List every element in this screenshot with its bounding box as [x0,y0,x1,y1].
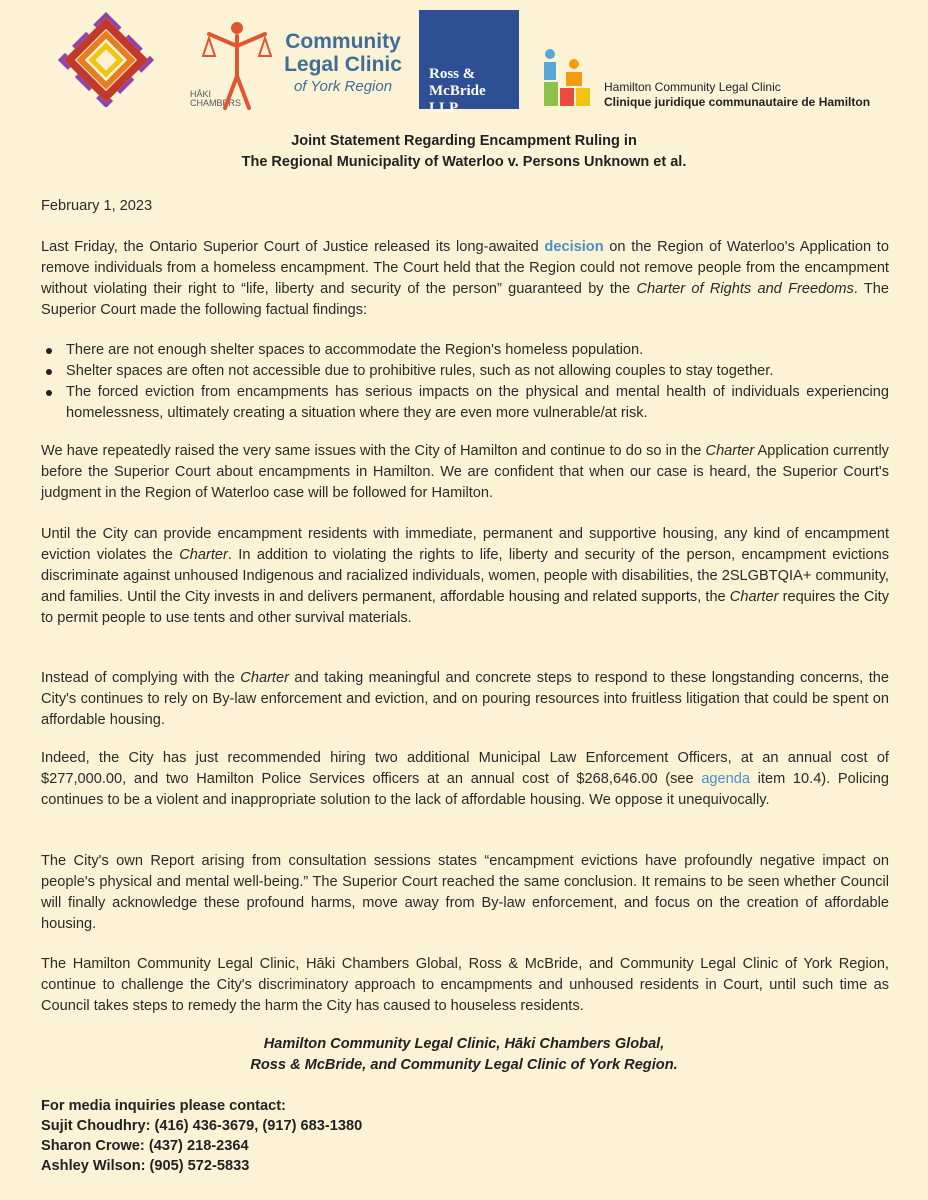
paragraph-decision: Last Friday, the Ontario Superior Court of Justice released its long-awaited decision on the Region of Waterloo's Application to remove individuals from a homeless encampment. The Court held that the Region could not remove people from the encampment without violating their right to “life, liberty and security of the person” guaranteed by the Charter of Rights and Freedoms. The Superior Court made the following factual findings: [41,239,889,318]
logo-banner [0,0,928,120]
media-contact: Sharon Crowe: (437) 218-2364 [41,1138,249,1154]
paragraph-continue-challenge: The Hamilton Community Legal Clinic, Hāki Chambers Global, Ross & McBride, and Community Legal Clinic of York Region, continue to challenge the City's discriminatory approach to encampments and unhoused residents in Court, until such time as Council takes steps to remedy the harm the City has caused to houseless residents. [41,956,889,1014]
media-contact: Ashley Wilson: (905) 572-5833 [41,1158,250,1174]
statement-date: February 1, 2023 [41,198,153,214]
statement-title-line2: The Regional Municipality of Waterloo v. Persons Unknown et al. [241,154,687,170]
paragraph-charter-violation: Until the City can provide encampment residents with immediate, permanent and supportive housing, any kind of encampment eviction violates the Charter. In addition to violating the rights to life, liberty and security of the person, encampment evictions discriminate against unhoused Indigenous and racialized individuals, women, people with disabilities, the 2SLGBTQIA+ community, and families. Until the City invests in and delivers permanent, affordable housing and related supports, the Charter requires the City to permit people to use tents and other survival materials. [41,526,889,626]
haki-logo-text: HĀKI CHAMBERS [190,89,242,108]
hamilton-clinic-name-french: Clinique juridique communautaire de Hamilton [604,95,871,109]
haki-mark-icon [58,12,168,107]
statement-title-line1: Joint Statement Regarding Encampment Ruling in [291,133,637,149]
paragraph-city-report: The City's own Report arising from consultation sessions states “encampment evictions have profoundly negative impact on people's physical and mental well-being.” The Superior Court reached the same conclusion. It remains to be seen whether Council will finally acknowledge these profound harms, move away from By-law enforcement, and focus on the creation of affordable housing. [41,853,889,932]
clc-york-logo [197,16,402,116]
media-contact-heading: For media inquiries please contact: [41,1098,286,1114]
clc-york-subtitle: of York Region [293,78,393,95]
hamilton-clinic-logo [540,48,900,108]
list-item: Shelter spaces are often not accessible due to prohibitive rules, such as not allowing couples to stay together. [41,361,889,382]
paragraph-hamilton-application: We have repeatedly raised the very same issues with the City of Hamilton and continue to do so in the Charter Application currently before the Superior Court about encampments in Hamilton. We are confident that when our case is heard, the Superior Court's judgment in the Region of Waterloo case will be followed for Hamilton. [41,443,889,501]
hamilton-clinic-name: Hamilton Community Legal Clinic [604,80,781,94]
people-blocks-icon [540,48,600,108]
clc-york-title: Community Legal Clinic [284,30,402,76]
signature-line1: Hamilton Community Legal Clinic, Hāki Chambers Global, [263,1036,665,1052]
findings-list [41,340,889,424]
media-contact: Sujit Choudhry: (416) 436-3679, (917) 683-1380 [41,1118,363,1134]
paragraph-bylaw: Instead of complying with the Charter and taking meaningful and concrete steps to respond to these longstanding concerns, the City's continues to rely on By-law enforcement and eviction, and on pouring resources into fruitless litigation that could be spent on affordable housing. [41,670,889,728]
paragraph-officers: Indeed, the City has just recommended hiring two additional Municipal Law Enforcement Officers, at an annual cost of $277,000.00, and two Hamilton Police Services officers at an annual cost of $268,646.00 (see agenda item 10.4). Policing continues to be a violent and inappropriate solution to the lack of affordable housing. We oppose it unequivocally. [41,750,889,808]
ross-mcbride-text: Ross & McBride LLP [429,66,486,116]
haki-chambers-logo [58,12,242,108]
list-item: There are not enough shelter spaces to accommodate the Region's homeless population. [41,340,889,361]
scales-figure-icon [197,16,277,116]
decision-link[interactable]: decision [544,239,604,255]
list-item: The forced eviction from encampments has serious impacts on the physical and mental health of individuals experiencing homelessness, ultimately creating a situation where they are even more vulnerable/at risk. [41,382,889,424]
agenda-link[interactable]: agenda [701,771,751,787]
ross-mcbride-logo [419,10,519,116]
signature-line2: Ross & McBride, and Community Legal Clinic of York Region. [250,1057,678,1073]
